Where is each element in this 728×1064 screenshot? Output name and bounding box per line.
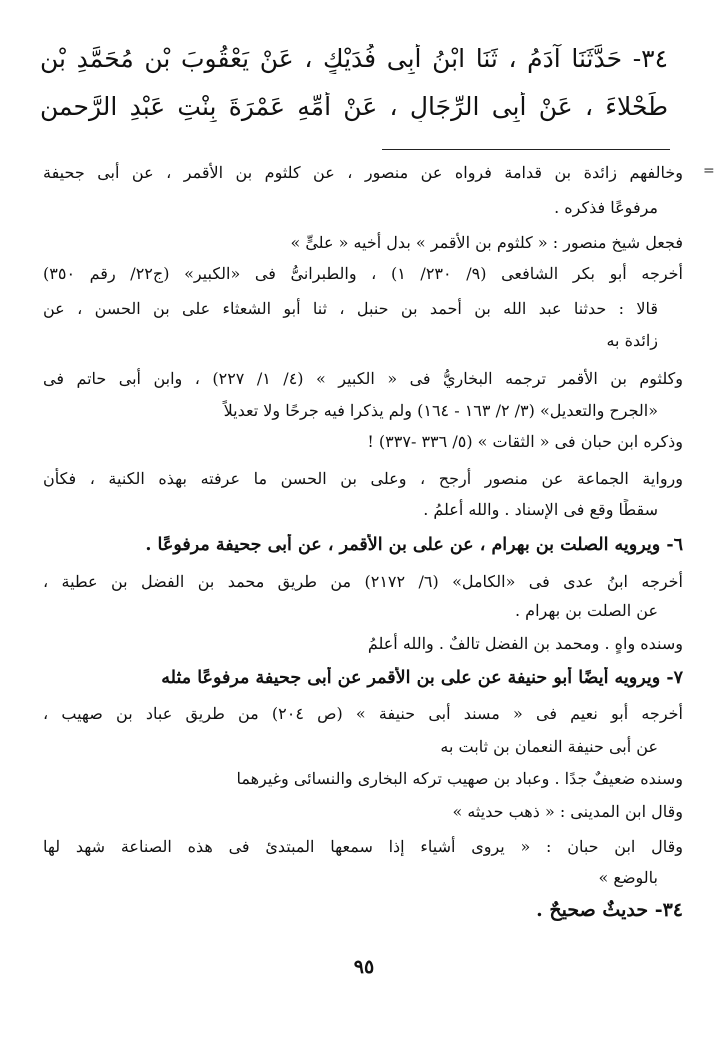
section-heading: ٧- ويرويه أيضًا أبو حنيفة عن على بن الأقمر عن أبى جحيفة مرفوعًا مثله bbox=[161, 668, 683, 688]
footnote-line: فجعل شيخ منصور : « كلثوم بن الأقمر » بدل أخيه « علىٍّ » bbox=[290, 233, 683, 252]
footnote-line: قالا : حدثنا عبد الله بن أحمد بن حنبل ، ثنا أبو الشعثاء على بن الحسن ، عن bbox=[43, 299, 658, 318]
footnote-line: وقال ابن حبان : « يروى أشياء إذا سمعها المبتدئ فى هذه الصناعة شهد لها bbox=[43, 837, 683, 856]
footnote-line: أخرجه أبو نعيم فى « مسند أبى حنيفة » (ص ٢٠٤) من طريق عباد بن صهيب ، bbox=[43, 704, 683, 723]
footnote-line: وخالفهم زائدة بن قدامة فرواه عن منصور ، عن كلثوم بن الأقمر ، عن أبى جحيفة bbox=[43, 163, 683, 182]
hadith-line-2: طَحْلاءَ ، عَنْ أَبِى الرِّجَالِ ، عَنْ أُمِّهِ عَمْرَةَ بِنْتِ عَبْدِ الرَّحمنِ bbox=[40, 92, 668, 121]
footnote-line: ورواية الجماعة عن منصور أرجح ، وعلى بن الحسن ما عرفته بهذه الكنية ، فكأن bbox=[43, 469, 683, 488]
hadith-verdict: ٣٤- حديثٌ صحيحٌ . bbox=[536, 899, 683, 921]
page-number: ٩٥ bbox=[353, 956, 375, 978]
footnote-separator bbox=[382, 149, 670, 150]
footnote-line: وذكره ابن حبان فى « الثقات » (٥/ ٣٣٦ -٣٣٧) ! bbox=[367, 432, 683, 451]
footnote-line: بالوضع » bbox=[598, 868, 658, 887]
footnote-line: وقال ابن المدينى : « ذهب حديثه » bbox=[452, 802, 683, 821]
footnote-line: عن الصلت بن بهرام . bbox=[515, 601, 658, 620]
footnote-line: أخرجه أبو بكر الشافعى (٩/ ٢٣٠/ ١) ، والطبرانىُّ فى «الكبير» (ج٢٢/ رقم ٣٥٠) bbox=[43, 264, 683, 283]
footnote-line: وكلثوم بن الأقمر ترجمه البخاريُّ فى « الكبير » (٤/ ١/ ٢٢٧) ، وابن أبى حاتم فى bbox=[43, 369, 683, 388]
footnote-line: مرفوعًا فذكره . bbox=[554, 198, 658, 217]
continuation-mark: = bbox=[703, 163, 715, 179]
hadith-line-1: ٣٤- حَدَّثَنَا آدَمُ ، ثَنَا ابْنُ أَبِى فُدَيْكٍ ، عَنْ يَعْقُوبَ بْنِ مُحَمَّدِ بْنِ bbox=[40, 44, 668, 73]
footnote-line: عن أبى حنيفة النعمان بن ثابت به bbox=[440, 737, 658, 756]
footnote-line: وسنده ضعيفٌ جدًا . وعباد بن صهيب تركه البخارى والنسائى وغيرهما bbox=[236, 769, 683, 788]
footnote-line: «الجرح والتعديل» (٣/ ٢/ ١٦٣ - ١٦٤) ولم يذكرا فيه جرحًا ولا تعديلاً bbox=[223, 401, 658, 420]
footnote-line: وسنده واهٍ . ومحمد بن الفضل تالفٌ . والله أعلمُ bbox=[367, 634, 683, 653]
footnote-line: زائدة به bbox=[606, 331, 658, 350]
section-heading: ٦- ويرويه الصلت بن بهرام ، عن على بن الأقمر ، عن أبى جحيفة مرفوعًا . bbox=[145, 535, 683, 555]
footnote-line: أخرجه ابنُ عدى فى «الكامل» (٦/ ٢١٧٢) من طريق محمد بن الفضل بن عطية ، bbox=[43, 572, 683, 591]
footnote-line: سقطًا وقع فى الإسناد . والله أعلمُ . bbox=[423, 500, 658, 519]
